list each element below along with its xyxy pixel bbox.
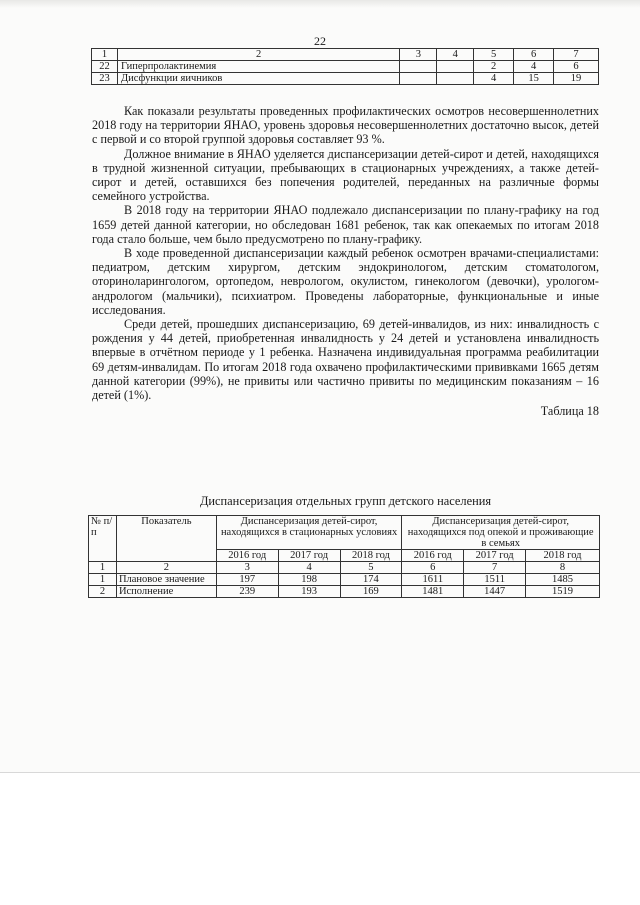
table-cell: Дисфункции яичников [117,73,399,85]
table-cell [400,61,437,73]
value-cell: 1611 [402,574,464,586]
header-cell-group-1: Диспансеризация детей-сирот, находящихся в стационарных условиях [216,516,402,550]
header-cell-indicator: Показатель [116,516,216,562]
row-number: 2 [89,586,117,598]
year-cell: 2017 год [278,550,340,562]
header-cell-no: № п/п [89,516,117,562]
header-cell-group-2: Диспансеризация детей-сирот, находящихся под опекой и проживающие в семьях [402,516,600,550]
table-cell: 19 [554,73,599,85]
row-number: 1 [89,574,117,586]
column-number: 6 [402,562,464,574]
table-cell [400,73,437,85]
table-cell: 2 [117,49,399,61]
column-number-row [89,562,600,574]
row-indicator: Исполнение [116,586,216,598]
year-cell: 2017 год [464,550,526,562]
value-cell: 1519 [526,586,600,598]
main-table [88,515,600,598]
paragraph: Должное внимание в ЯНАО уделяется диспансеризации детей-сирот и детей, находящихся в трудной жизненной ситуации, пребывающих в стационарных учреждениях, а также детей-сирот и детей, оставшихся без попечения родителей, переданных на различные формы семейного устройства. [92,146,599,204]
table-row [92,61,599,73]
year-cell: 2018 год [340,550,402,562]
table-title: Диспансеризация отдельных групп детского населения [199,494,492,508]
column-number: 5 [340,562,402,574]
column-number: 7 [464,562,526,574]
value-cell: 197 [216,574,278,586]
value-cell: 198 [278,574,340,586]
value-cell: 239 [216,586,278,598]
value-cell: 169 [340,586,402,598]
table-cell: 7 [554,49,599,61]
table-cell: 6 [514,49,554,61]
value-cell: 193 [278,586,340,598]
page-number: 22 [314,34,326,48]
value-cell: 1511 [464,574,526,586]
value-cell: 174 [340,574,402,586]
column-number: 8 [526,562,600,574]
column-number: 4 [278,562,340,574]
value-cell: 1481 [402,586,464,598]
table-cell: 4 [474,73,514,85]
table-caption: Таблица 18 [540,404,599,419]
scan-edge [0,0,640,8]
table-row [92,49,599,61]
column-number: 2 [116,562,216,574]
paragraph: В 2018 году на территории ЯНАО подлежало диспансеризации по плану-графику на год 1659 детей данной категории, но обследован 1681 ребенок, так как опекаемых по итогам 2018 года стало больше, чем было предусмотрено по плану-графику. [92,203,599,246]
top-table [91,48,599,85]
table-cell: 15 [514,73,554,85]
table-cell: 2 [474,61,514,73]
table-cell: Гиперпролактинемия [117,61,399,73]
table-row [89,586,600,598]
table-cell: 4 [514,61,554,73]
table-cell: 6 [554,61,599,73]
table-cell: 4 [437,49,474,61]
paragraph: Как показали результаты проведенных профилактических осмотров несовершеннолетних 2018 году на территории ЯНАО, уровень здоровья несовершеннолетних достаточно высок, детей с первой и со второй группой здоровья составляет 93 %. [92,104,599,147]
table-cell: 1 [92,49,118,61]
table-cell: 23 [92,73,118,85]
paragraph: Среди детей, прошедших диспансеризацию, 69 детей-инвалидов, из них: инвалидность с рождения у 44 детей, приобретенная инвалидность у 24 детей и установлена инвалидность впервые в отчётном периоде у 1 ребенка. Назначена индивидуальная программа реабилитации 69 детям-инвалидам. По итогам 2018 года охвачено профилактическими прививками 1665 детям данной категории (99%), не привиты или частично привиты по медицинским показаниям – 16 детей (1%). [92,317,599,403]
table-row [92,73,599,85]
year-cell: 2016 год [216,550,278,562]
row-indicator: Плановое значение [116,574,216,586]
body-text [92,104,599,418]
table-cell: 5 [474,49,514,61]
table-row [89,574,600,586]
year-cell: 2018 год [526,550,600,562]
value-cell: 1447 [464,586,526,598]
table-header-row [89,516,600,550]
paragraph: В ходе проведенной диспансеризации каждый ребенок осмотрен врачами-специалистами: педиатром, детским хирургом, детским эндокринологом, детским стоматологом, оториноларингологом, ортопедом, неврологом, окулистом, гинекологом (девочки), урологом-андрологом (мальчики), психиатром. Проведены лабораторные, функциональные и иные исследования. [92,246,599,317]
table-cell: 22 [92,61,118,73]
column-number: 3 [216,562,278,574]
table-cell [437,73,474,85]
table-cell [437,61,474,73]
column-number: 1 [89,562,117,574]
table-cell: 3 [400,49,437,61]
value-cell: 1485 [526,574,600,586]
year-cell: 2016 год [402,550,464,562]
